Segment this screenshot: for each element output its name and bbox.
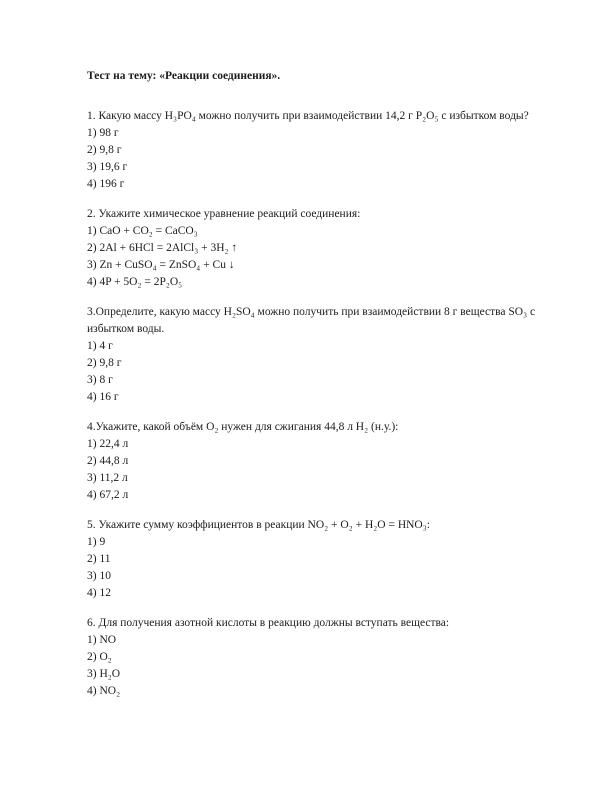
question-text: 1. Какую массу H₃PO₄ можно получить при взаимодействии 14,2 г P₂O₅ с избытком воды?: [87, 110, 529, 122]
answer-option: 4) 4P + 5O₂ = 2P₂O₅: [87, 276, 183, 288]
answer-option: 3) 11,2 л: [87, 472, 128, 484]
answer-option: 1) CaO + CO₂ = CaCO₃: [87, 225, 198, 237]
answer-option: 4) 67,2 л: [87, 489, 129, 501]
answer-option: 3) H₂O: [87, 668, 121, 680]
question-3: [87, 304, 546, 406]
question-2: [87, 206, 546, 291]
question-5: [87, 517, 546, 602]
answer-option: 2) 2Al + 6HCl = 2AlCl₃ + 3H₂ ↑: [87, 242, 238, 254]
answer-option: 3) Zn + CuSO₄ = ZnSO₄ + Cu ↓: [87, 259, 235, 271]
answer-option: 4) NO₂: [87, 685, 121, 697]
question-text: 2. Укажите химическое уравнение реакций соединения:: [87, 208, 361, 220]
answer-option: 4) 12: [87, 587, 111, 599]
question-text: 5. Укажите сумму коэффициентов в реакции NO₂ + O₂ + H₂O = HNO₃:: [87, 519, 430, 531]
answer-option: 2) 11: [87, 553, 111, 565]
answer-option: 1) 9: [87, 536, 106, 548]
answer-option: 2) 44,8 л: [87, 455, 129, 467]
document-title: Тест на тему: «Реакции соединения».: [87, 70, 281, 82]
answer-option: 3) 8 г: [87, 374, 113, 386]
answer-option: 3) 19,6 г: [87, 161, 128, 173]
question-6: [87, 615, 546, 700]
question-4: [87, 419, 546, 504]
answer-option: 1) 98 г: [87, 127, 119, 139]
answer-option: 4) 16 г: [87, 391, 119, 403]
answer-option: 2) 9,8 г: [87, 357, 122, 369]
answer-option: 2) 9,8 г: [87, 144, 122, 156]
question-text: 6. Для получения азотной кислоты в реакцию должны вступать вещества:: [87, 617, 450, 629]
answer-option: 2) O₂: [87, 651, 112, 663]
question-text: 4.Укажите, какой объём O₂ нужен для сжигания 44,8 л H₂ (н.у.):: [87, 421, 399, 433]
answer-option: 4) 196 г: [87, 178, 125, 190]
question-text: 3.Определите, какую массу H₂SO₄ можно получить при взаимодействии 8 г вещества SO₃ с избытком воды.: [87, 306, 536, 335]
answer-option: 1) NO: [87, 634, 117, 646]
answer-option: 1) 4 г: [87, 340, 113, 352]
answer-option: 3) 10: [87, 570, 111, 582]
question-1: [87, 108, 546, 193]
answer-option: 1) 22,4 л: [87, 438, 129, 450]
